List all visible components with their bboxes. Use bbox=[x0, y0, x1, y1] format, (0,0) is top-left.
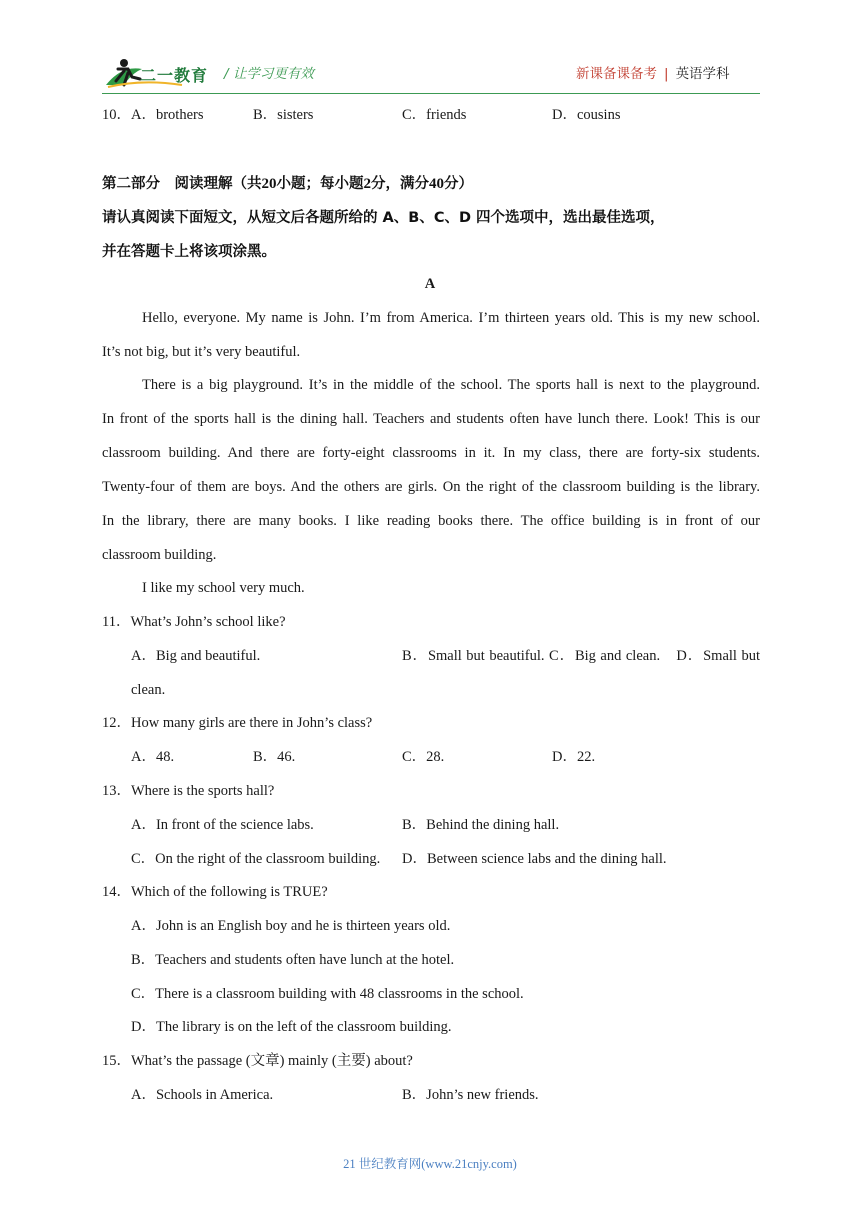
section-title-number: 2 bbox=[363, 176, 371, 192]
section-instructions-line1: 请认真阅读下面短文，从短文后各题所给的 A、B、C、D 四个选项中，选出最佳选项， bbox=[102, 210, 665, 226]
q10-option-b: B．sisters bbox=[253, 107, 314, 123]
header-right bbox=[576, 62, 730, 82]
question-option: D．22. bbox=[552, 749, 596, 765]
question-option: B．John’s new friends. bbox=[402, 1087, 539, 1103]
page-footer: 21 世纪教育网(www.21cnjy.com) bbox=[343, 1157, 517, 1171]
question-option: B．46. bbox=[253, 749, 296, 765]
question-option: D．Between science labs and the dining hall. bbox=[402, 851, 667, 867]
header-divider bbox=[102, 93, 760, 94]
passage-heading: A bbox=[424, 276, 436, 292]
header-subject: 英语学科 bbox=[675, 66, 730, 82]
question-option: A．In front of the science labs. bbox=[131, 817, 314, 833]
header-slogan: / 让学习更有效 bbox=[224, 66, 314, 82]
section-title-part: 第二部分 阅读理解（共 bbox=[102, 176, 262, 192]
section-title-number: 20 bbox=[261, 176, 277, 192]
section-title bbox=[102, 172, 473, 193]
passage-line: classroom building. bbox=[102, 547, 217, 563]
question-option: C．On the right of the classroom building. bbox=[131, 851, 381, 867]
passage-line: In front of the sports hall is the dining hall. Teachers and students often have lunch there. Look! This is our bbox=[102, 411, 760, 427]
question-option: clean. bbox=[131, 682, 166, 698]
section-title-part: 分） bbox=[444, 176, 473, 192]
section-instructions-line2: 并在答题卡上将该项涂黑。 bbox=[102, 244, 276, 260]
question-stem: 11．What’s John’s school like? bbox=[102, 614, 286, 630]
header-separator: | bbox=[664, 66, 669, 82]
q10-option-c: C．friends bbox=[402, 107, 467, 123]
section-title-number: 40 bbox=[429, 176, 444, 192]
passage-line: Twenty-four of them are boys. And the others are girls. On the right of the classroom building is the library. bbox=[102, 479, 760, 495]
question-stem: 13．Where is the sports hall? bbox=[102, 783, 275, 799]
passage-line: In the library, there are many books. I like reading books there. The office building is in front of our bbox=[102, 513, 760, 529]
q10-option-d: D．cousins bbox=[552, 107, 621, 123]
header-subtitle: 新课备课备考 bbox=[576, 66, 657, 82]
question-option: B．Teachers and students often have lunch at the hotel. bbox=[131, 952, 455, 968]
question-option: A．48. bbox=[131, 749, 175, 765]
question-stem: 12．How many girls are there in John’s class? bbox=[102, 715, 373, 731]
section-title-part: 小题；每小题 bbox=[276, 176, 364, 192]
question-option: B．Behind the dining hall. bbox=[402, 817, 560, 833]
q10-number: 10． bbox=[102, 107, 131, 123]
question-stem: 14．Which of the following is TRUE? bbox=[102, 884, 328, 900]
question-option: B．Small but beautiful. C．Big and clean. D．Small but bbox=[402, 648, 760, 664]
question-option: A．Big and beautiful. bbox=[131, 648, 261, 664]
brand-name: 二一教育 bbox=[140, 66, 209, 85]
question-stem: 15．What’s the passage (文章) mainly (主要) about? bbox=[102, 1053, 413, 1069]
passage-line: There is a big playground. It’s in the middle of the school. The sports hall is next to the playground. bbox=[142, 377, 760, 393]
section-title-part: 分，满分 bbox=[371, 176, 429, 192]
passage-line: It’s not big, but it’s very beautiful. bbox=[102, 344, 301, 360]
q10-option-a: A．brothers bbox=[131, 107, 204, 123]
question-option: A．John is an English boy and he is thirteen years old. bbox=[131, 918, 451, 934]
question-option: D．The library is on the left of the classroom building. bbox=[131, 1019, 452, 1035]
question-option: A．Schools in America. bbox=[131, 1087, 274, 1103]
passage-line: classroom building. And there are forty-eight classrooms in it. In my class, there are forty-six students. bbox=[102, 445, 760, 461]
question-option: C．There is a classroom building with 48 classrooms in the school. bbox=[131, 986, 524, 1002]
question-option: C．28. bbox=[402, 749, 445, 765]
passage-line: I like my school very much. bbox=[142, 580, 305, 596]
passage-line: Hello, everyone. My name is John. I’m from America. I’m thirteen years old. This is my new school. bbox=[142, 310, 760, 326]
